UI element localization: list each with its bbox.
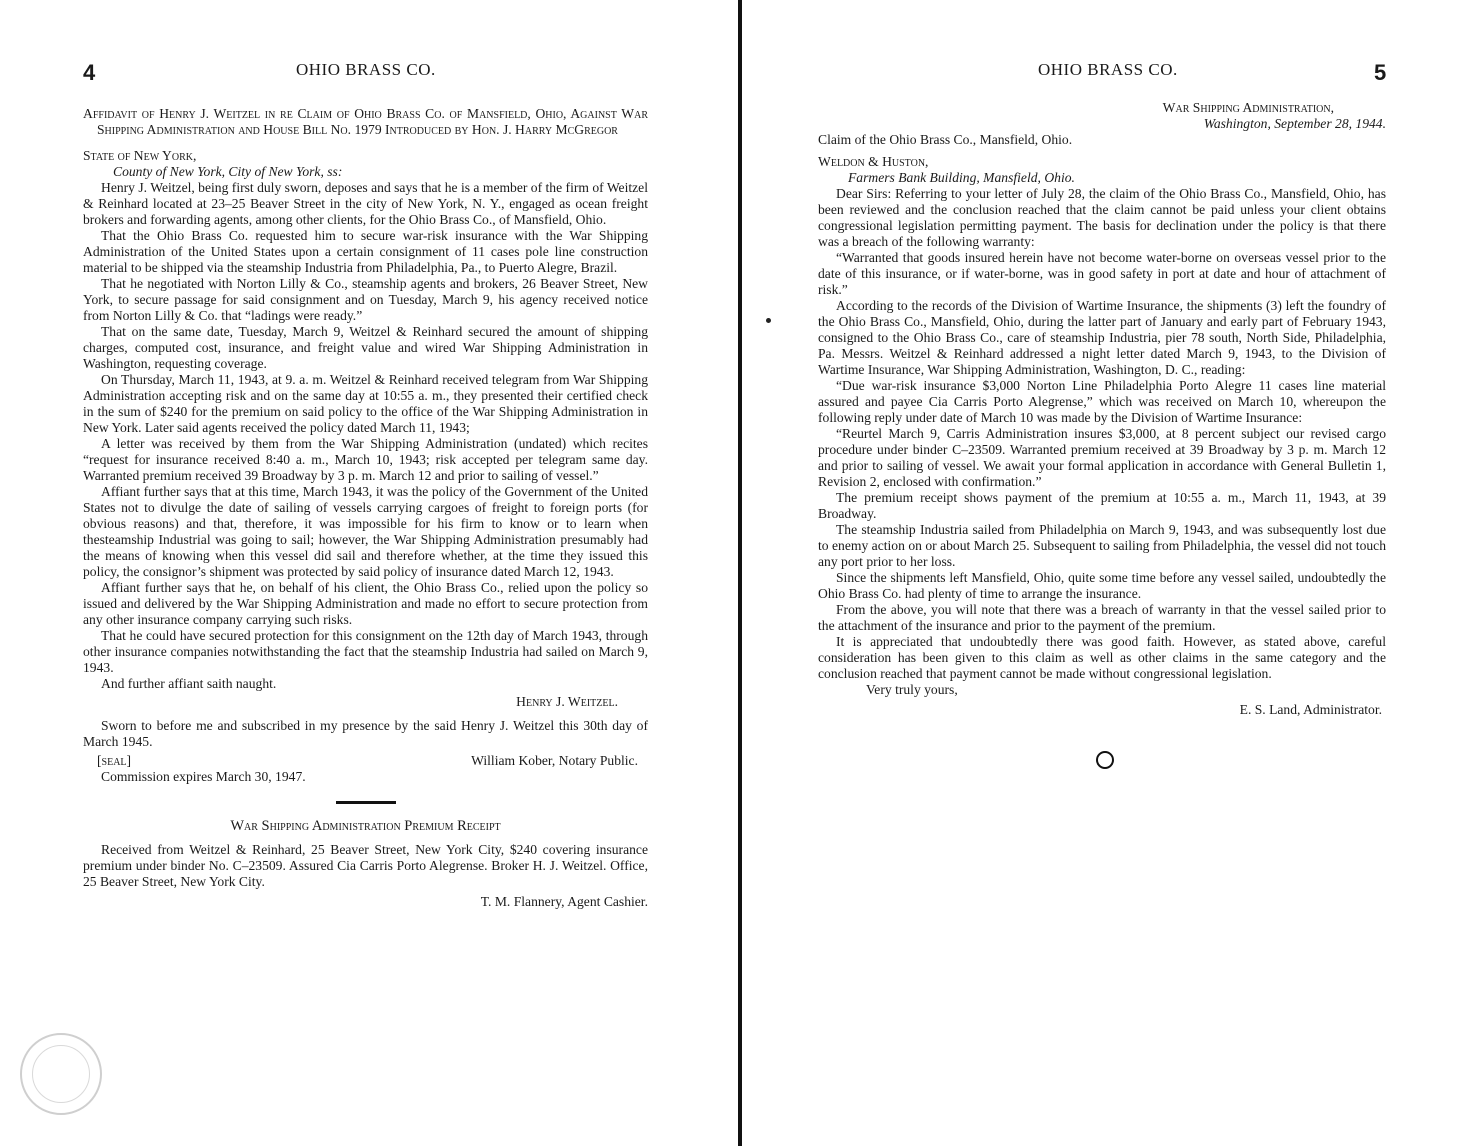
- receipt-signature: T. M. Flannery, Agent Cashier.: [480, 894, 648, 909]
- signature: E. S. Land, Administrator.: [1239, 702, 1382, 717]
- subject: Claim of the Ohio Brass Co., Mansfield, Ohio.: [818, 132, 1073, 147]
- paragraph: From the above, you will note that there was a breach of warranty in that the vessel sailed prior to the attachment of the insurance and prior to the payment of the premium.: [818, 602, 1386, 633]
- address: Farmers Bank Building, Mansfield, Ohio.: [848, 170, 1075, 185]
- paragraph: “Warranted that goods insured herein have not become water-borne on overseas vessel prior to the date of this insurance, or if water-borne, was in good safety in port at date and hour of attachment of risk.”: [818, 250, 1386, 297]
- library-stamp-icon: [20, 1033, 102, 1115]
- paragraph: The premium receipt shows payment of the premium at 10:55 a. m., March 11, 1943, at 39 Broadway.: [818, 490, 1386, 521]
- page-number: 4: [83, 60, 96, 85]
- letter-body: [818, 100, 1386, 718]
- sender: War Shipping Administration,: [1162, 100, 1334, 115]
- venue-county: County of New York, City of New York, ss:: [113, 164, 343, 179]
- running-head: OHIO BRASS CO.: [296, 60, 436, 79]
- paragraph: “Reurtel March 9, Carris Administration insures $3,000, at 8 percent subject our revised cargo procedure under binder C–23509. Warranted premium received at 39 Broadway by 3 p. m. March 12 and prior to sailing of vessel. We await your formal application in accordance with General Bulletin 1, Revision 2, enclosed with confirmation.”: [818, 426, 1386, 489]
- page-number: 5: [1374, 60, 1387, 85]
- affidavit-body: [83, 106, 648, 910]
- paragraph: That he negotiated with Norton Lilly & Co., steamship agents and brokers, 26 Beaver Street, New York, to secure passage for said consignment and on Tuesday, March 9, his agency received notice from Norton Lilly & Co. that “ladings were ready.”: [83, 276, 648, 323]
- paragraph: That he could have secured protection for this consignment on the 12th day of March 1943, through other insurance companies notwithstanding the fact that the steamship Industria had sailed on March 9, 1943.: [83, 628, 648, 675]
- left-page: [0, 0, 738, 1146]
- paragraph: “Due war-risk insurance $3,000 Norton Line Philadelphia Porto Alegre 11 cases line material assured and payee Cia Carris Porto Alegrense,” which was received on March 10, whereupon the following reply under date of March 10 was made by the Division of Wartime Insurance:: [818, 378, 1386, 425]
- paragraph: A letter was received by them from the War Shipping Administration (undated) which recites “request for insurance received 8:40 a. m., March 10, 1943; risk accepted per telegram same day. Warranted premium received 39 Broadway by 3 p. m. March 12 and prior to sailing of vessel.”: [83, 436, 648, 483]
- paragraph: It is appreciated that undoubtedly there was good faith. However, as stated above, careful consideration has been given to this claim as well as other claims in the same category and the conclusion reached that payment cannot be made without congressional legislation.: [818, 634, 1386, 681]
- paragraph: On Thursday, March 11, 1943, at 9. a. m. Weitzel & Reinhard received telegram from War Shipping Administration accepting risk and on the same day at 10:55 a. m., they presented their certified check in the sum of $240 for the premium on said policy to the office of the War Shipping Administration in New York. Later said agents received the policy dated March 11, 1943;: [83, 372, 648, 435]
- paragraph: Affiant further says that at this time, March 1943, it was the policy of the Government of the United States not to divulge the date of sailing of vessels carrying cargoes of freight to foreign ports (for obvious reasons) and that, therefore, it was impossible for his firm to know or to learn when thesteamship Industrial was going to sail; however, the War Shipping Administration presumably had the means of knowing when this vessel did sail and therefore whether, at the time they issued this policy, the consignor’s shipment was protected by said policy of insurance dated March 12, 1943.: [83, 484, 648, 579]
- paragraph: Dear Sirs: Referring to your letter of July 28, the claim of the Ohio Brass Co., Mansfield, Ohio, has been reviewed and the conclusion reached that the claim cannot be paid unless your client obtains congressional legislation permitting payment. The basis for declination under the policy is that there was a breach of the following warranty:: [818, 186, 1386, 249]
- notary: William Kober, Notary Public.: [471, 753, 638, 768]
- seal: [seal]: [97, 753, 132, 768]
- paragraph: That the Ohio Brass Co. requested him to secure war-risk insurance with the War Shipping Administration of the United States upon a certain consignment of 11 cases pole line construction material to be shipped via the steamship Industria from Philadelphia, Pa., to Puerto Alegre, Brazil.: [83, 228, 648, 275]
- paragraph: That on the same date, Tuesday, March 9, Weitzel & Reinhard secured the amount of shipping charges, computed cost, insurance, and freight value and wired War Shipping Administration in Washington, requesting coverage.: [83, 324, 648, 371]
- closing: Very truly yours,: [866, 682, 958, 697]
- paragraph: Henry J. Weitzel, being first duly sworn, deposes and says that he is a member of the firm of Weitzel & Reinhard located at 23–25 Beaver Street in the city of New York, N. Y., engaged as ocean freight brokers and forwarding agents, among other clients, for the Ohio Brass Co., of Mansfield, Ohio.: [83, 180, 648, 227]
- affiant-signature: Henry J. Weitzel.: [516, 694, 618, 709]
- place-date: Washington, September 28, 1944.: [1203, 116, 1386, 131]
- dot-mark-icon: [766, 318, 771, 323]
- receipt-title: War Shipping Administration Premium Receipt: [230, 818, 501, 834]
- paragraph: And further affiant saith naught.: [101, 676, 277, 691]
- separator-rule: [336, 801, 396, 804]
- paragraph: Affiant further says that he, on behalf of his client, the Ohio Brass Co., relied upon the policy so issued and delivered by the War Shipping Administration and made no effort to secure protection from any other insurance company carrying such risks.: [83, 580, 648, 627]
- running-head: OHIO BRASS CO.: [1038, 60, 1178, 79]
- paragraph: According to the records of the Division of Wartime Insurance, the shipments (3) left the foundry of the Ohio Brass Co., Mansfield, Ohio, during the latter part of January and early part of February 1943, consigned to the Ohio Brass Co., care of steamship Industria, pier 78 south, North Side, Philadelphia, Pa. Messrs. Weitzel & Reinhard addressed a night letter dated March 9, 1943, to the Division of Wartime Insurance, War Shipping Administration, Washington, D. C., reading:: [818, 298, 1386, 377]
- right-page: [742, 0, 1477, 1146]
- jurat: Sworn to before me and subscribed in my presence by the said Henry J. Weitzel this 30th day of March 1945.: [83, 718, 648, 749]
- addressee: Weldon & Huston,: [818, 154, 929, 169]
- receipt-body: Received from Weitzel & Reinhard, 25 Beaver Street, New York City, $240 covering insurance premium under binder No. C–23509. Assured Cia Carris Porto Alegrense. Broker H. J. Weitzel. Office, 25 Beaver Street, New York City.: [83, 842, 648, 889]
- venue-state: State of New York,: [83, 148, 197, 163]
- paragraph: Since the shipments left Mansfield, Ohio, quite some time before any vessel sailed, undoubtedly the Ohio Brass Co. had plenty of time to arrange the insurance.: [818, 570, 1386, 601]
- commission: Commission expires March 30, 1947.: [101, 769, 306, 784]
- affidavit-title: Affidavit of Henry J. Weitzel in re Claim of Ohio Brass Co. of Mansfield, Ohio, Against War Shipping Administration and House Bill No. 1979 Introduced by Hon. J. Harry McGregor: [83, 106, 648, 137]
- circle-mark-icon: [1096, 751, 1114, 769]
- paragraph: The steamship Industria sailed from Philadelphia on March 9, 1943, and was subsequently lost due to enemy action on or about March 25. Subsequent to sailing from Philadelphia, the vessel did not touch any port prior to her loss.: [818, 522, 1386, 569]
